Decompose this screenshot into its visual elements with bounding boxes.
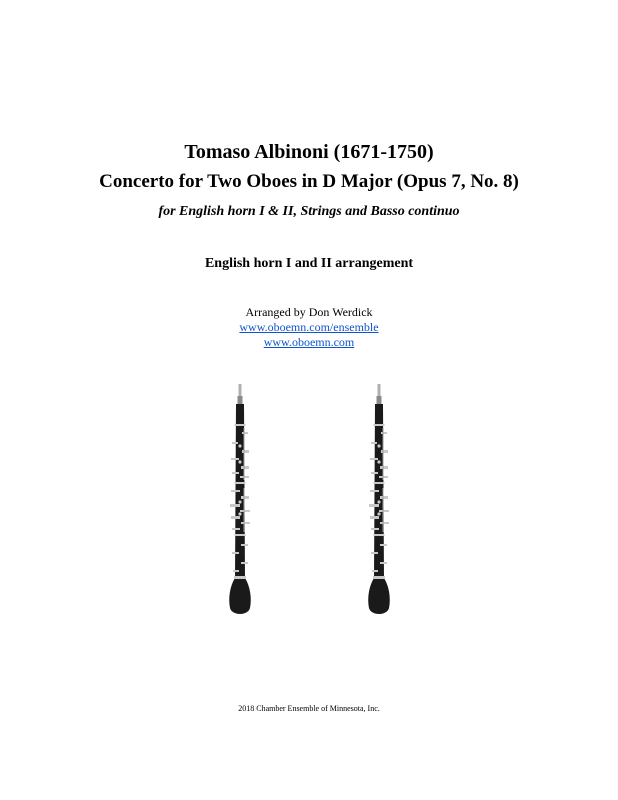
- arranger-credit: Arranged by Don Werdick: [245, 305, 373, 319]
- credits-block: [0, 305, 618, 350]
- composer-name: Tomaso Albinoni: [184, 141, 329, 163]
- oboe-icon: [359, 384, 399, 618]
- composer-heading: [0, 141, 618, 164]
- arrangement-line: English horn I and II arrangement: [204, 256, 414, 271]
- oboe-icon: [220, 384, 260, 618]
- website-link[interactable]: www.oboemn.com: [263, 335, 355, 349]
- composer-dates: (1671-1750): [333, 141, 434, 163]
- instrumentation-line: for English horn I & II, Strings and Basso continuo: [158, 204, 460, 219]
- work-title: Concerto for Two Oboes in D Major (Opus 7, No. 8): [99, 171, 519, 192]
- ensemble-link[interactable]: www.oboemn.com/ensemble: [239, 320, 379, 334]
- copyright-footer: 2018 Chamber Ensemble of Minnesota, Inc.: [238, 704, 380, 713]
